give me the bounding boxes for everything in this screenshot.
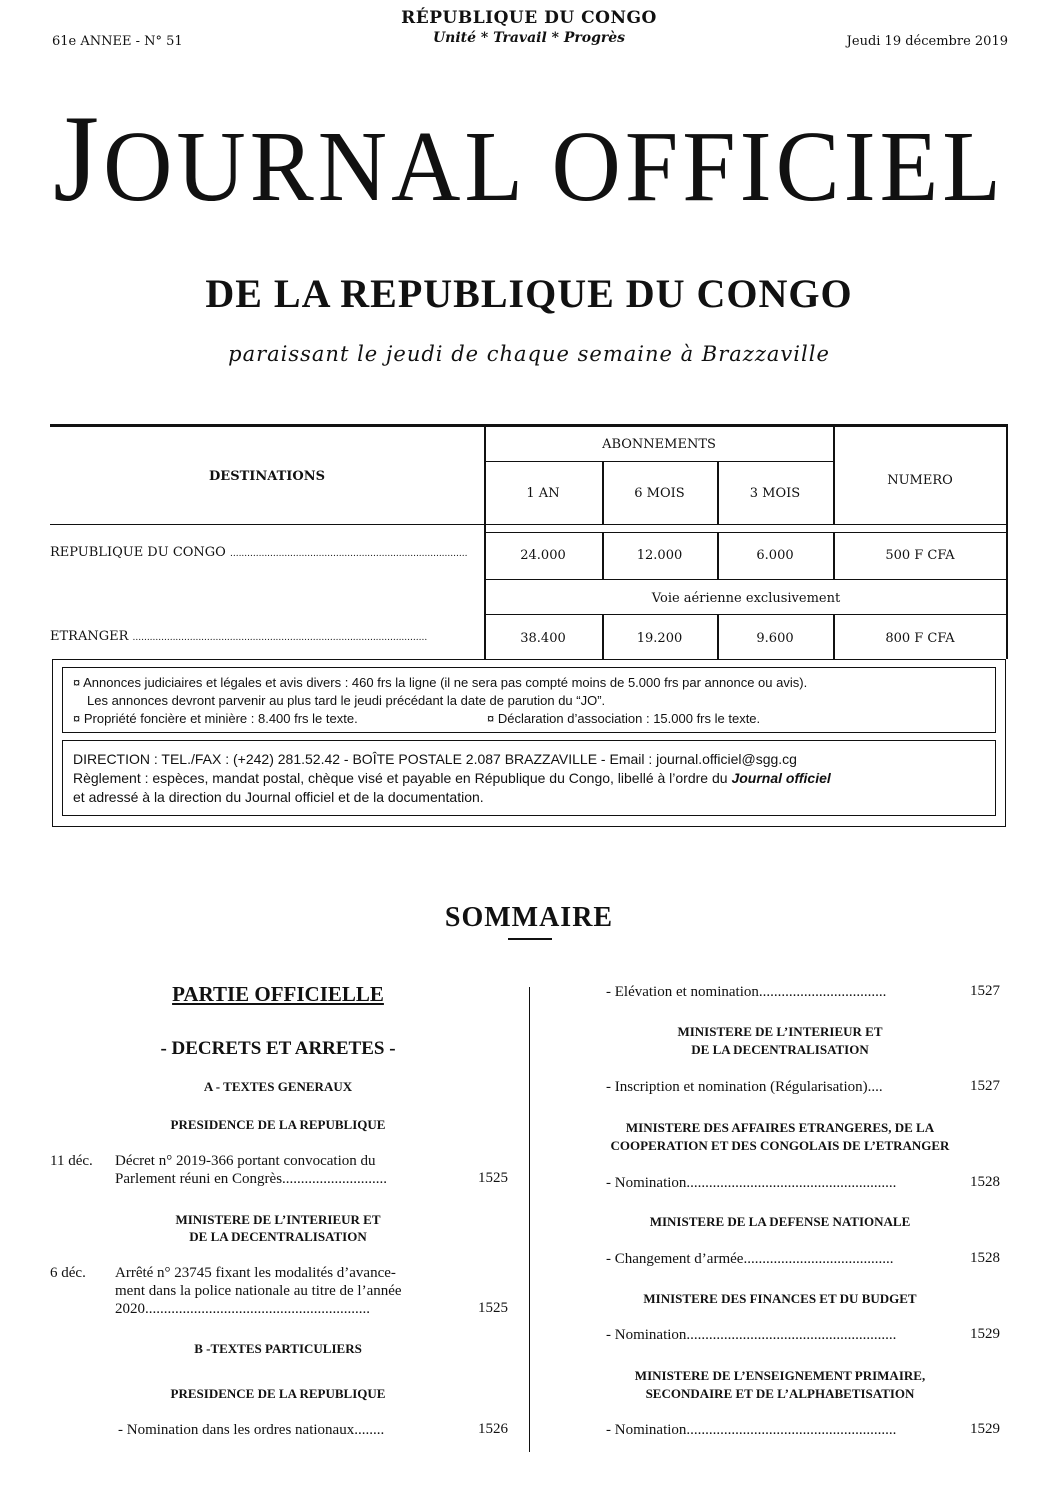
entry-text: - Nomination dans les ordres nationaux........ — [118, 1422, 385, 1438]
entry-text: 2020............................................................ — [115, 1301, 370, 1317]
national-motto: Unité * Travail * Progrès — [432, 30, 626, 46]
notice-line: ¤ Annonces judiciaires et légales et avis divers : 460 frs la ligne (il ne sera pas compté moins de 5.000 frs par annonce ou avis). — [73, 675, 808, 690]
ministry-heading: PRESIDENCE DE LA REPUBLIQUE — [170, 1386, 386, 1401]
partie-officielle-heading: PARTIE OFFICIELLE — [172, 982, 384, 1006]
header-1an: 1 AN — [526, 486, 560, 501]
table-rule — [484, 579, 1008, 580]
sommaire-underline — [508, 938, 552, 940]
entry-text: - Inscription et nomination (Régularisation).... — [606, 1079, 883, 1095]
sommaire-title: SOMMAIRE — [444, 902, 614, 933]
payment-address: et adressé à la direction du Journal officiel et de la documentation. — [73, 789, 484, 805]
ministry-heading: DE LA DECENTRALISATION — [189, 1229, 367, 1244]
ministry-heading: MINISTERE DES FINANCES ET DU BUDGET — [643, 1291, 917, 1306]
entry-text: Parlement réuni en Congrès............................ — [115, 1171, 388, 1187]
header-abonnements: ABONNEMENTS — [602, 437, 716, 452]
entry-page: 1525 — [478, 1300, 508, 1316]
header-destinations: DESTINATIONS — [209, 469, 325, 484]
header-numero: NUMERO — [887, 473, 953, 488]
section-heading: A - TEXTES GENERAUX — [203, 1079, 353, 1094]
entry-text: - Elévation et nomination.................................. — [606, 984, 887, 1000]
row-price-numero: 800 F CFA — [885, 631, 955, 646]
entry-text: - Nomination........................................................ — [606, 1422, 897, 1438]
entry-page: 1528 — [970, 1250, 1000, 1266]
journal-title-initial: J — [53, 89, 104, 228]
entry-page: 1527 — [970, 1078, 1000, 1094]
issue-number: 61e ANNEE - N° 51 — [52, 34, 183, 49]
issue-date: Jeudi 19 décembre 2019 — [846, 34, 1008, 49]
row-destination: REPUBLIQUE DU CONGO ................................................................................... — [50, 545, 468, 560]
decrets-heading: - DECRETS ET ARRETES - — [160, 1038, 396, 1059]
entry-text: Arrêté n° 23745 fixant les modalités d’avance- — [115, 1265, 396, 1281]
header-3mois: 3 MOIS — [749, 486, 801, 501]
notice-line: Les annonces devront parvenir au plus tard le jeudi précédant la date de parution du “JO”. — [87, 693, 606, 708]
entry-page: 1528 — [970, 1174, 1000, 1190]
ministry-heading: MINISTERE DE L’ENSEIGNEMENT PRIMAIRE, — [634, 1368, 926, 1383]
notices-box — [62, 667, 996, 733]
entry-page: 1527 — [970, 983, 1000, 999]
row-destination: ETRANGER ....................................................................................................... — [50, 629, 428, 644]
ministry-heading: COOPERATION ET DES CONGOLAIS DE L’ETRANGER — [610, 1138, 950, 1153]
ministry-heading: PRESIDENCE DE LA REPUBLIQUE — [170, 1117, 386, 1132]
row-price-6mois: 12.000 — [636, 548, 683, 563]
entry-date: 11 déc. — [50, 1153, 93, 1169]
table-rule — [484, 461, 834, 462]
journal-tagline: paraissant le jeudi de chaque semaine à Brazzaville — [228, 342, 830, 366]
row-price-3mois: 9.600 — [756, 631, 794, 646]
entry-date: 6 déc. — [50, 1265, 86, 1281]
ministry-heading: SECONDAIRE ET DE L’ALPHABETISATION — [645, 1386, 915, 1401]
entry-page: 1526 — [478, 1421, 508, 1437]
entry-text: Décret n° 2019-366 portant convocation du — [115, 1153, 376, 1169]
direction-contact: DIRECTION : TEL./FAX : (+242) 281.52.42 - BOÎTE POSTALE 2.087 BRAZZAVILLE - Email : journal.officiel@sgg.cg — [73, 751, 797, 767]
row-price-1an: 38.400 — [520, 631, 566, 646]
table-top-rule — [50, 424, 1008, 427]
entry-text: - Changement d’armée........................................ — [606, 1251, 894, 1267]
row-price-1an: 24.000 — [520, 548, 566, 563]
direction-box — [62, 740, 996, 816]
notice-line: ¤ Propriété foncière et minière : 8.400 frs le texte. — [73, 711, 358, 726]
header-6mois: 6 MOIS — [634, 486, 685, 501]
republic-name: RÉPUBLIQUE DU CONGO — [401, 8, 657, 28]
row-price-numero: 500 F CFA — [885, 548, 955, 563]
table-rule — [484, 614, 1008, 615]
payment-terms: Règlement : espèces, mandat postal, chèque visé et payable en République du Congo, libellé à l’ordre du Journal officiel — [73, 770, 831, 786]
ministry-heading: MINISTERE DE LA DEFENSE NATIONALE — [649, 1214, 911, 1229]
entry-page: 1525 — [478, 1170, 508, 1186]
table-vline — [1006, 427, 1008, 659]
entry-text: - Nomination........................................................ — [606, 1327, 897, 1343]
entry-page: 1529 — [970, 1421, 1000, 1437]
journal-title — [0, 89, 1058, 228]
entry-text: ment dans la police nationale au titre de l’année — [115, 1283, 402, 1299]
table-rule — [50, 524, 1008, 525]
row-price-6mois: 19.200 — [636, 631, 683, 646]
ministry-heading: MINISTERE DES AFFAIRES ETRANGERES, DE LA — [625, 1120, 935, 1135]
journal-title-rest: OURNAL OFFICIEL — [103, 109, 1005, 222]
ministry-heading: MINISTERE DE L’INTERIEUR ET — [677, 1024, 883, 1039]
entry-page: 1529 — [970, 1326, 1000, 1342]
entry-text: - Nomination........................................................ — [606, 1175, 897, 1191]
air-mail-note: Voie aérienne exclusivement — [651, 591, 841, 606]
column-separator — [529, 987, 530, 1452]
journal-subtitle: DE LA REPUBLIQUE DU CONGO — [205, 271, 853, 316]
ministry-heading: DE LA DECENTRALISATION — [691, 1042, 869, 1057]
ministry-heading: MINISTERE DE L’INTERIEUR ET — [175, 1212, 381, 1227]
section-heading: B -TEXTES PARTICULIERS — [194, 1341, 362, 1356]
notice-line: ¤ Déclaration d’association : 15.000 frs le texte. — [487, 711, 761, 726]
row-price-3mois: 6.000 — [756, 548, 794, 563]
table-rule — [484, 532, 1008, 533]
